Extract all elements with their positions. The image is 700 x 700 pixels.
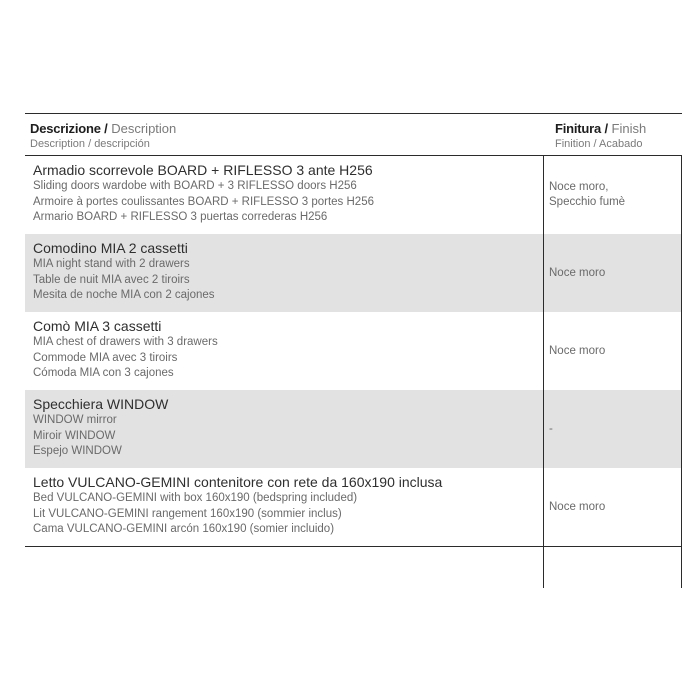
row-description	[33, 396, 538, 460]
table-row	[25, 312, 681, 390]
row-line-fr: Miroir WINDOW	[33, 429, 116, 442]
row-title: Comodino MIA 2 cassetti	[33, 240, 188, 256]
description-header-label: Descrizione /	[30, 121, 108, 136]
finish-line: Noce moro,	[549, 181, 609, 193]
finish-line: Specchio fumè	[549, 196, 626, 208]
row-title: Armadio scorrevole BOARD + RIFLESSO 3 ante H256	[33, 162, 373, 178]
row-title: Specchiera WINDOW	[33, 396, 169, 412]
table-header	[25, 117, 682, 157]
finish-line: -	[549, 422, 553, 435]
row-line-fr: Table de nuit MIA avec 2 tiroirs	[33, 273, 190, 286]
table-row	[25, 390, 681, 468]
row-description	[33, 240, 538, 304]
row-finish	[549, 468, 677, 546]
description-column-header	[30, 121, 530, 151]
row-finish	[549, 390, 677, 468]
row-line-en: WINDOW mirror	[33, 414, 117, 426]
description-header-translations: Description / descripción	[30, 138, 150, 150]
row-line-es: Espejo WINDOW	[33, 445, 122, 457]
finish-header-label: Finitura /	[555, 121, 608, 136]
row-line-en: MIA night stand with 2 drawers	[33, 258, 190, 270]
row-line-fr: Lit VULCANO-GEMINI rangement 160x190 (sommier inclus)	[33, 507, 342, 520]
row-line-en: MIA chest of drawers with 3 drawers	[33, 336, 218, 348]
row-line-es: Armario BOARD + RIFLESSO 3 puertas correderas H256	[33, 211, 328, 223]
row-finish	[549, 156, 677, 234]
table-top-rule	[25, 113, 682, 114]
finish-line: Noce moro	[549, 344, 606, 357]
row-description	[33, 474, 538, 538]
row-title: Comò MIA 3 cassetti	[33, 318, 162, 334]
row-finish	[549, 234, 677, 312]
finish-header-translations: Finition / Acabado	[555, 138, 643, 150]
row-line-fr: Commode MIA avec 3 tiroirs	[33, 351, 178, 364]
finish-line: Noce moro	[549, 500, 606, 513]
row-title: Letto VULCANO-GEMINI contenitore con rete da 160x190 inclusa	[33, 474, 443, 490]
column-divider	[543, 155, 544, 588]
row-description	[33, 318, 538, 382]
row-finish	[549, 312, 677, 390]
row-line-es: Mesita de noche MIA con 2 cajones	[33, 289, 215, 301]
table-bottom-rule	[25, 546, 682, 547]
finish-header-english: Finish	[611, 121, 647, 136]
finish-column-header	[555, 121, 682, 151]
row-line-en: Sliding doors wardobe with BOARD + 3 RIFLESSO doors H256	[33, 180, 357, 192]
row-line-es: Cama VULCANO-GEMINI arcón 160x190 (somier incluido)	[33, 523, 335, 535]
table-body	[25, 156, 682, 546]
row-line-en: Bed VULCANO-GEMINI with box 160x190 (bedspring included)	[33, 492, 358, 504]
row-description	[33, 162, 538, 226]
table-row	[25, 156, 681, 234]
row-line-fr: Armoire à portes coulissantes BOARD + RIFLESSO 3 portes H256	[33, 195, 374, 208]
table-row	[25, 468, 681, 546]
row-line-es: Cómoda MIA con 3 cajones	[33, 367, 174, 379]
description-header-english: Description	[111, 121, 177, 136]
table-row	[25, 234, 681, 312]
finish-line: Noce moro	[549, 266, 606, 279]
table-right-border	[681, 155, 682, 588]
